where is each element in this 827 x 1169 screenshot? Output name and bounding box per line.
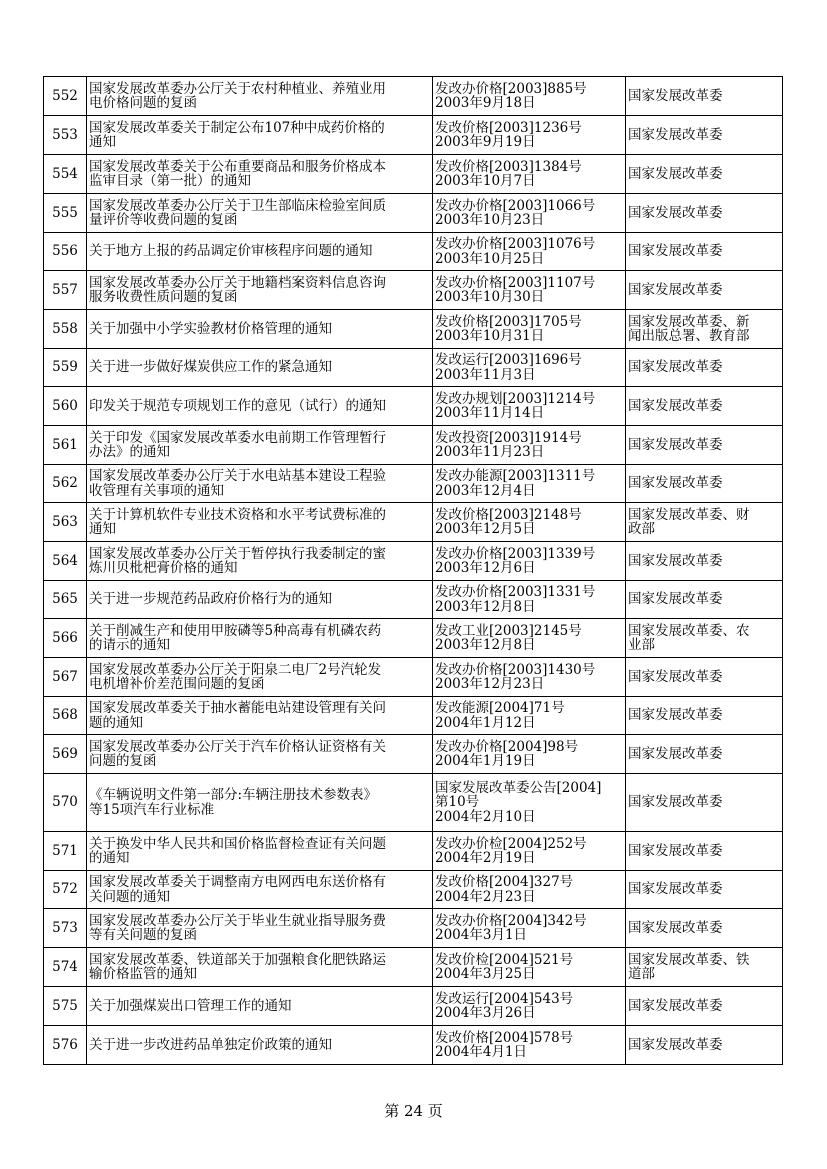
text-line: 国家发展改革委办公厅关于毕业生就业指导服务费	[89, 912, 386, 929]
document-number-date	[433, 987, 626, 1026]
issuing-authority	[626, 503, 783, 542]
document-number-date	[433, 619, 626, 658]
text-line: 国家发展改革委办公厅关于地籍档案资料信息咨询	[89, 274, 386, 291]
table-row	[44, 503, 783, 542]
text-line: 发改办价格[2003]1339号	[435, 545, 596, 562]
text-line: 2003年12月5日	[435, 521, 536, 537]
text-line: 2004年3月1日	[435, 927, 528, 943]
row-number: 563	[44, 503, 87, 542]
text-line: 国家发展改革委	[628, 475, 723, 492]
text-line: 发改价格[2004]578号	[435, 1029, 574, 1046]
text-line: 国家发展改革委、铁	[628, 951, 750, 968]
text-line: 国家发展改革委	[628, 881, 723, 898]
document-title	[87, 503, 433, 542]
row-number: 573	[44, 909, 87, 948]
text-line: 国家发展改革委关于抽水蓄能电站建设管理有关问	[89, 700, 386, 716]
text-line: 发改能源[2004]71号	[435, 700, 565, 716]
issuing-authority	[626, 271, 783, 310]
document-number-date	[433, 774, 626, 832]
issuing-authority	[626, 987, 783, 1026]
table-row	[44, 155, 783, 194]
row-number: 552	[44, 77, 87, 116]
row-number: 570	[44, 774, 87, 832]
text-line: 问题的复函	[89, 753, 157, 769]
document-title	[87, 194, 433, 233]
document-title	[87, 349, 433, 387]
text-line: 国家发展改革委	[628, 707, 723, 724]
row-number: 555	[44, 194, 87, 233]
text-line: 国家发展改革委	[628, 436, 723, 453]
text-line: 关于印发《国家发展改革委水电前期工作管理暂行	[89, 429, 386, 446]
text-line: 关于计算机软件专业技术资格和水平考试费标准的	[89, 506, 386, 523]
issuing-authority	[626, 832, 783, 871]
text-line: 2003年12月8日	[435, 598, 536, 615]
document-table	[43, 76, 783, 1065]
table-row	[44, 1026, 783, 1065]
row-number: 559	[44, 349, 87, 387]
document-number-date	[433, 310, 626, 349]
issuing-authority	[626, 465, 783, 503]
row-number: 565	[44, 581, 87, 619]
table-row	[44, 310, 783, 349]
row-number: 572	[44, 871, 87, 909]
table-row	[44, 349, 783, 387]
text-line: 国家发展改革委	[628, 997, 723, 1014]
document-title	[87, 426, 433, 465]
issuing-authority	[626, 349, 783, 387]
text-line: 国家发展改革委办公厅关于阳泉二电厂2号汽轮发	[89, 661, 382, 678]
text-line: 发改办能源[2003]1311号	[435, 468, 596, 484]
text-line: 国家发展改革委关于公布重要商品和服务价格成本	[89, 158, 386, 175]
document-title	[87, 233, 433, 271]
text-line: 发改办价格[2004]342号	[435, 912, 587, 929]
document-number-date	[433, 233, 626, 271]
table-row	[44, 581, 783, 619]
text-line: 国家发展改革委	[628, 842, 723, 859]
document-title	[87, 987, 433, 1026]
text-line: 国家发展改革委、财	[628, 506, 750, 523]
text-line: 发改运行[2003]1696号	[435, 352, 582, 368]
text-line: 通知	[89, 521, 116, 537]
text-line: 2003年10月23日	[435, 212, 545, 228]
row-number: 566	[44, 619, 87, 658]
document-number-date	[433, 1026, 626, 1065]
document-number-date	[433, 77, 626, 116]
table-row	[44, 465, 783, 503]
document-number-date	[433, 948, 626, 987]
text-line: 2003年12月4日	[435, 482, 536, 499]
document-title	[87, 542, 433, 581]
row-number: 567	[44, 658, 87, 697]
table-row	[44, 387, 783, 426]
text-line: 国家发展改革委、新	[628, 313, 750, 330]
issuing-authority	[626, 77, 783, 116]
text-line: 国家发展改革委	[628, 281, 723, 298]
issuing-authority	[626, 735, 783, 774]
text-line: 关于加强煤炭出口管理工作的通知	[89, 997, 292, 1014]
document-number-date	[433, 832, 626, 871]
text-line: 国家发展改革委办公厅关于卫生部临床检验室间质	[89, 197, 386, 214]
document-title	[87, 77, 433, 116]
issuing-authority	[626, 871, 783, 909]
text-line: 2004年4月1日	[435, 1044, 528, 1060]
row-number: 557	[44, 271, 87, 310]
document-title	[87, 271, 433, 310]
document-title	[87, 658, 433, 697]
row-number: 560	[44, 387, 87, 426]
document-number-date	[433, 871, 626, 909]
issuing-authority	[626, 948, 783, 987]
row-number: 554	[44, 155, 87, 194]
document-number-date	[433, 581, 626, 619]
table-row	[44, 987, 783, 1026]
text-line: 2003年9月19日	[435, 134, 536, 150]
text-line: 发改工业[2003]2145号	[435, 622, 582, 639]
table-row	[44, 697, 783, 735]
text-line: 国家发展改革委、农	[628, 622, 750, 639]
text-line: 发改办价格[2003]1107号	[435, 274, 596, 291]
text-line: 国家发展改革委	[628, 126, 723, 143]
text-line: 量评价等收费问题的复函	[89, 212, 238, 228]
row-number: 561	[44, 426, 87, 465]
document-title	[87, 697, 433, 735]
text-line: 国家发展改革委办公厅关于汽车价格认证资格有关	[89, 738, 386, 755]
document-number-date	[433, 909, 626, 948]
text-line: 国家发展改革委关于调整南方电网西电东送价格有	[89, 874, 386, 890]
document-title	[87, 310, 433, 349]
row-number: 569	[44, 735, 87, 774]
text-line: 收管理有关事项的通知	[89, 482, 224, 499]
text-line: 国家发展改革委	[628, 745, 723, 762]
text-line: 2003年11月23日	[435, 444, 545, 460]
issuing-authority	[626, 774, 783, 832]
text-line: 发改办价格[2003]1076号	[435, 236, 596, 252]
table-row	[44, 194, 783, 233]
table-row	[44, 116, 783, 155]
text-line: 发改价格[2004]327号	[435, 874, 574, 890]
document-number-date	[433, 194, 626, 233]
document-title	[87, 581, 433, 619]
issuing-authority	[626, 387, 783, 426]
text-line: 2004年2月23日	[435, 888, 536, 905]
document-title	[87, 832, 433, 871]
page-number: 第 24 页	[384, 1102, 443, 1120]
text-line: 第10号	[435, 794, 480, 811]
text-line: 监审目录（第一批）的通知	[89, 173, 251, 189]
table-row	[44, 426, 783, 465]
document-title	[87, 155, 433, 194]
text-line: 发改价格[2003]1705号	[435, 313, 582, 330]
issuing-authority	[626, 619, 783, 658]
text-line: 2004年1月19日	[435, 753, 536, 769]
document-number-date	[433, 465, 626, 503]
text-line: 国家发展改革委	[628, 919, 723, 936]
text-line: 关于换发中华人民共和国价格监督检查证有关问题	[89, 835, 386, 852]
document-number-date	[433, 155, 626, 194]
text-line: 2003年10月25日	[435, 250, 545, 267]
text-line: 印发关于规范专项规划工作的意见（试行）的通知	[89, 397, 386, 414]
text-line: 关于进一步规范药品政府价格行为的通知	[89, 591, 332, 608]
text-line: 2003年11月3日	[435, 366, 536, 383]
text-line: 发改价格[2003]2148号	[435, 506, 582, 523]
text-line: 2003年11月14日	[435, 405, 545, 421]
table-row	[44, 233, 783, 271]
row-number: 568	[44, 697, 87, 735]
text-line: 关于削减生产和使用甲胺磷等5种高毒有机磷农药	[89, 622, 382, 639]
table-row	[44, 909, 783, 948]
text-line: 国家发展改革委	[628, 552, 723, 569]
row-number: 553	[44, 116, 87, 155]
text-line: 发改办规划[2003]1214号	[435, 390, 596, 407]
text-line: 政部	[628, 521, 655, 537]
text-line: 国家发展改革委	[628, 668, 723, 685]
issuing-authority	[626, 658, 783, 697]
row-number: 556	[44, 233, 87, 271]
text-line: 电机增补价差范围问题的复函	[89, 676, 265, 692]
issuing-authority	[626, 116, 783, 155]
issuing-authority	[626, 426, 783, 465]
text-line: 关问题的通知	[89, 888, 170, 905]
row-number: 574	[44, 948, 87, 987]
text-line: 国家发展改革委关于制定公布107种中成药价格的	[89, 119, 385, 136]
table-row	[44, 619, 783, 658]
table-row	[44, 658, 783, 697]
document-title	[87, 871, 433, 909]
text-line: 关于加强中小学实验教材价格管理的通知	[89, 320, 332, 337]
text-line: 国家发展改革委办公厅关于农村种植业、养殖业用	[89, 80, 386, 97]
document-number-date	[433, 271, 626, 310]
text-line: 发改办价格[2003]885号	[435, 80, 587, 97]
table-body	[44, 77, 783, 1065]
document-number-date	[433, 697, 626, 735]
document-number-date	[433, 503, 626, 542]
issuing-authority	[626, 310, 783, 349]
document-number-date	[433, 387, 626, 426]
table-row	[44, 948, 783, 987]
row-number: 571	[44, 832, 87, 871]
text-line: 的通知	[89, 850, 130, 866]
text-line: 国家发展改革委	[628, 397, 723, 414]
text-line: 《车辆说明文件第一部分:车辆注册技术参数表》	[89, 787, 378, 803]
text-line: 国家发展改革委	[628, 591, 723, 608]
text-line: 关于进一步做好煤炭供应工作的紧急通知	[89, 359, 332, 376]
text-line: 2004年2月10日	[435, 808, 536, 825]
text-line: 发改办价格[2003]1430号	[435, 661, 596, 678]
document-title	[87, 948, 433, 987]
text-line: 道部	[628, 966, 655, 982]
text-line: 服务收费性质问题的复函	[89, 289, 238, 305]
text-line: 国家发展改革委	[628, 794, 723, 811]
row-number: 576	[44, 1026, 87, 1065]
document-title	[87, 387, 433, 426]
document-number-date	[433, 349, 626, 387]
text-line: 2004年1月12日	[435, 714, 536, 731]
document-title	[87, 465, 433, 503]
document-number-date	[433, 735, 626, 774]
document-title	[87, 619, 433, 658]
text-line: 发改价检[2004]521号	[435, 951, 574, 968]
text-line: 2003年10月7日	[435, 173, 536, 189]
text-line: 发改投资[2003]1914号	[435, 429, 582, 446]
text-line: 国家发展改革委	[628, 87, 723, 104]
text-line: 发改办价格[2004]98号	[435, 738, 579, 755]
table-row	[44, 542, 783, 581]
text-line: 的请示的通知	[89, 637, 170, 653]
text-line: 2003年10月31日	[435, 328, 545, 344]
row-number: 562	[44, 465, 87, 503]
text-line: 关于进一步改进药品单独定价政策的通知	[89, 1036, 332, 1053]
text-line: 办法》的通知	[89, 444, 170, 460]
text-line: 2003年9月18日	[435, 95, 536, 111]
text-line: 炼川贝枇杷膏价格的通知	[89, 560, 238, 576]
text-line: 国家发展改革委办公厅关于水电站基本建设工程验	[89, 468, 386, 484]
document-title	[87, 1026, 433, 1065]
text-line: 国家发展改革委	[628, 359, 723, 376]
text-line: 国家发展改革委	[628, 243, 723, 260]
text-line: 国家发展改革委、铁道部关于加强粮食化肥铁路运	[89, 951, 386, 968]
text-line: 通知	[89, 134, 116, 150]
issuing-authority	[626, 697, 783, 735]
text-line: 输价格监管的通知	[89, 966, 197, 982]
table-row	[44, 832, 783, 871]
issuing-authority	[626, 1026, 783, 1065]
text-line: 闻出版总署、教育部	[628, 328, 750, 344]
text-line: 发改运行[2004]543号	[435, 990, 574, 1007]
row-number: 558	[44, 310, 87, 349]
text-line: 电价格问题的复函	[89, 95, 197, 111]
table-row	[44, 871, 783, 909]
text-line: 2003年12月8日	[435, 637, 536, 653]
text-line: 国家发展改革委	[628, 204, 723, 221]
text-line: 2004年2月19日	[435, 850, 536, 866]
table-row	[44, 77, 783, 116]
document-number-date	[433, 116, 626, 155]
text-line: 发改价格[2003]1236号	[435, 119, 582, 136]
issuing-authority	[626, 581, 783, 619]
document-number-date	[433, 542, 626, 581]
text-line: 等15项汽车行业标准	[89, 801, 215, 818]
text-line: 发改办价格[2003]1331号	[435, 584, 596, 600]
table-row	[44, 735, 783, 774]
document-number-date	[433, 658, 626, 697]
document-title	[87, 735, 433, 774]
text-line: 发改办价检[2004]252号	[435, 835, 587, 852]
text-line: 题的通知	[89, 714, 143, 731]
issuing-authority	[626, 542, 783, 581]
text-line: 关于地方上报的药品调定价审核程序问题的通知	[89, 243, 373, 260]
issuing-authority	[626, 194, 783, 233]
row-number: 564	[44, 542, 87, 581]
row-number: 575	[44, 987, 87, 1026]
table-row	[44, 774, 783, 832]
text-line: 2003年12月6日	[435, 560, 536, 576]
text-line: 国家发展改革委	[628, 1036, 723, 1053]
text-line: 国家发展改革委办公厅关于暂停执行我委制定的蜜	[89, 545, 386, 562]
document-number-date	[433, 426, 626, 465]
text-line: 发改办价格[2003]1066号	[435, 197, 596, 214]
text-line: 2003年12月23日	[435, 676, 545, 692]
issuing-authority	[626, 155, 783, 194]
issuing-authority	[626, 909, 783, 948]
document-title	[87, 909, 433, 948]
issuing-authority	[626, 233, 783, 271]
text-line: 2004年3月25日	[435, 966, 536, 982]
document-title	[87, 116, 433, 155]
text-line: 发改价格[2003]1384号	[435, 158, 582, 175]
text-line: 2004年3月26日	[435, 1005, 536, 1021]
text-line: 国家发展改革委公告[2004]	[435, 779, 602, 796]
text-line: 国家发展改革委	[628, 165, 723, 182]
text-line: 业部	[628, 637, 655, 653]
document-title	[87, 774, 433, 832]
table-row	[44, 271, 783, 310]
text-line: 等有关问题的复函	[89, 927, 197, 943]
text-line: 2003年10月30日	[435, 289, 545, 305]
